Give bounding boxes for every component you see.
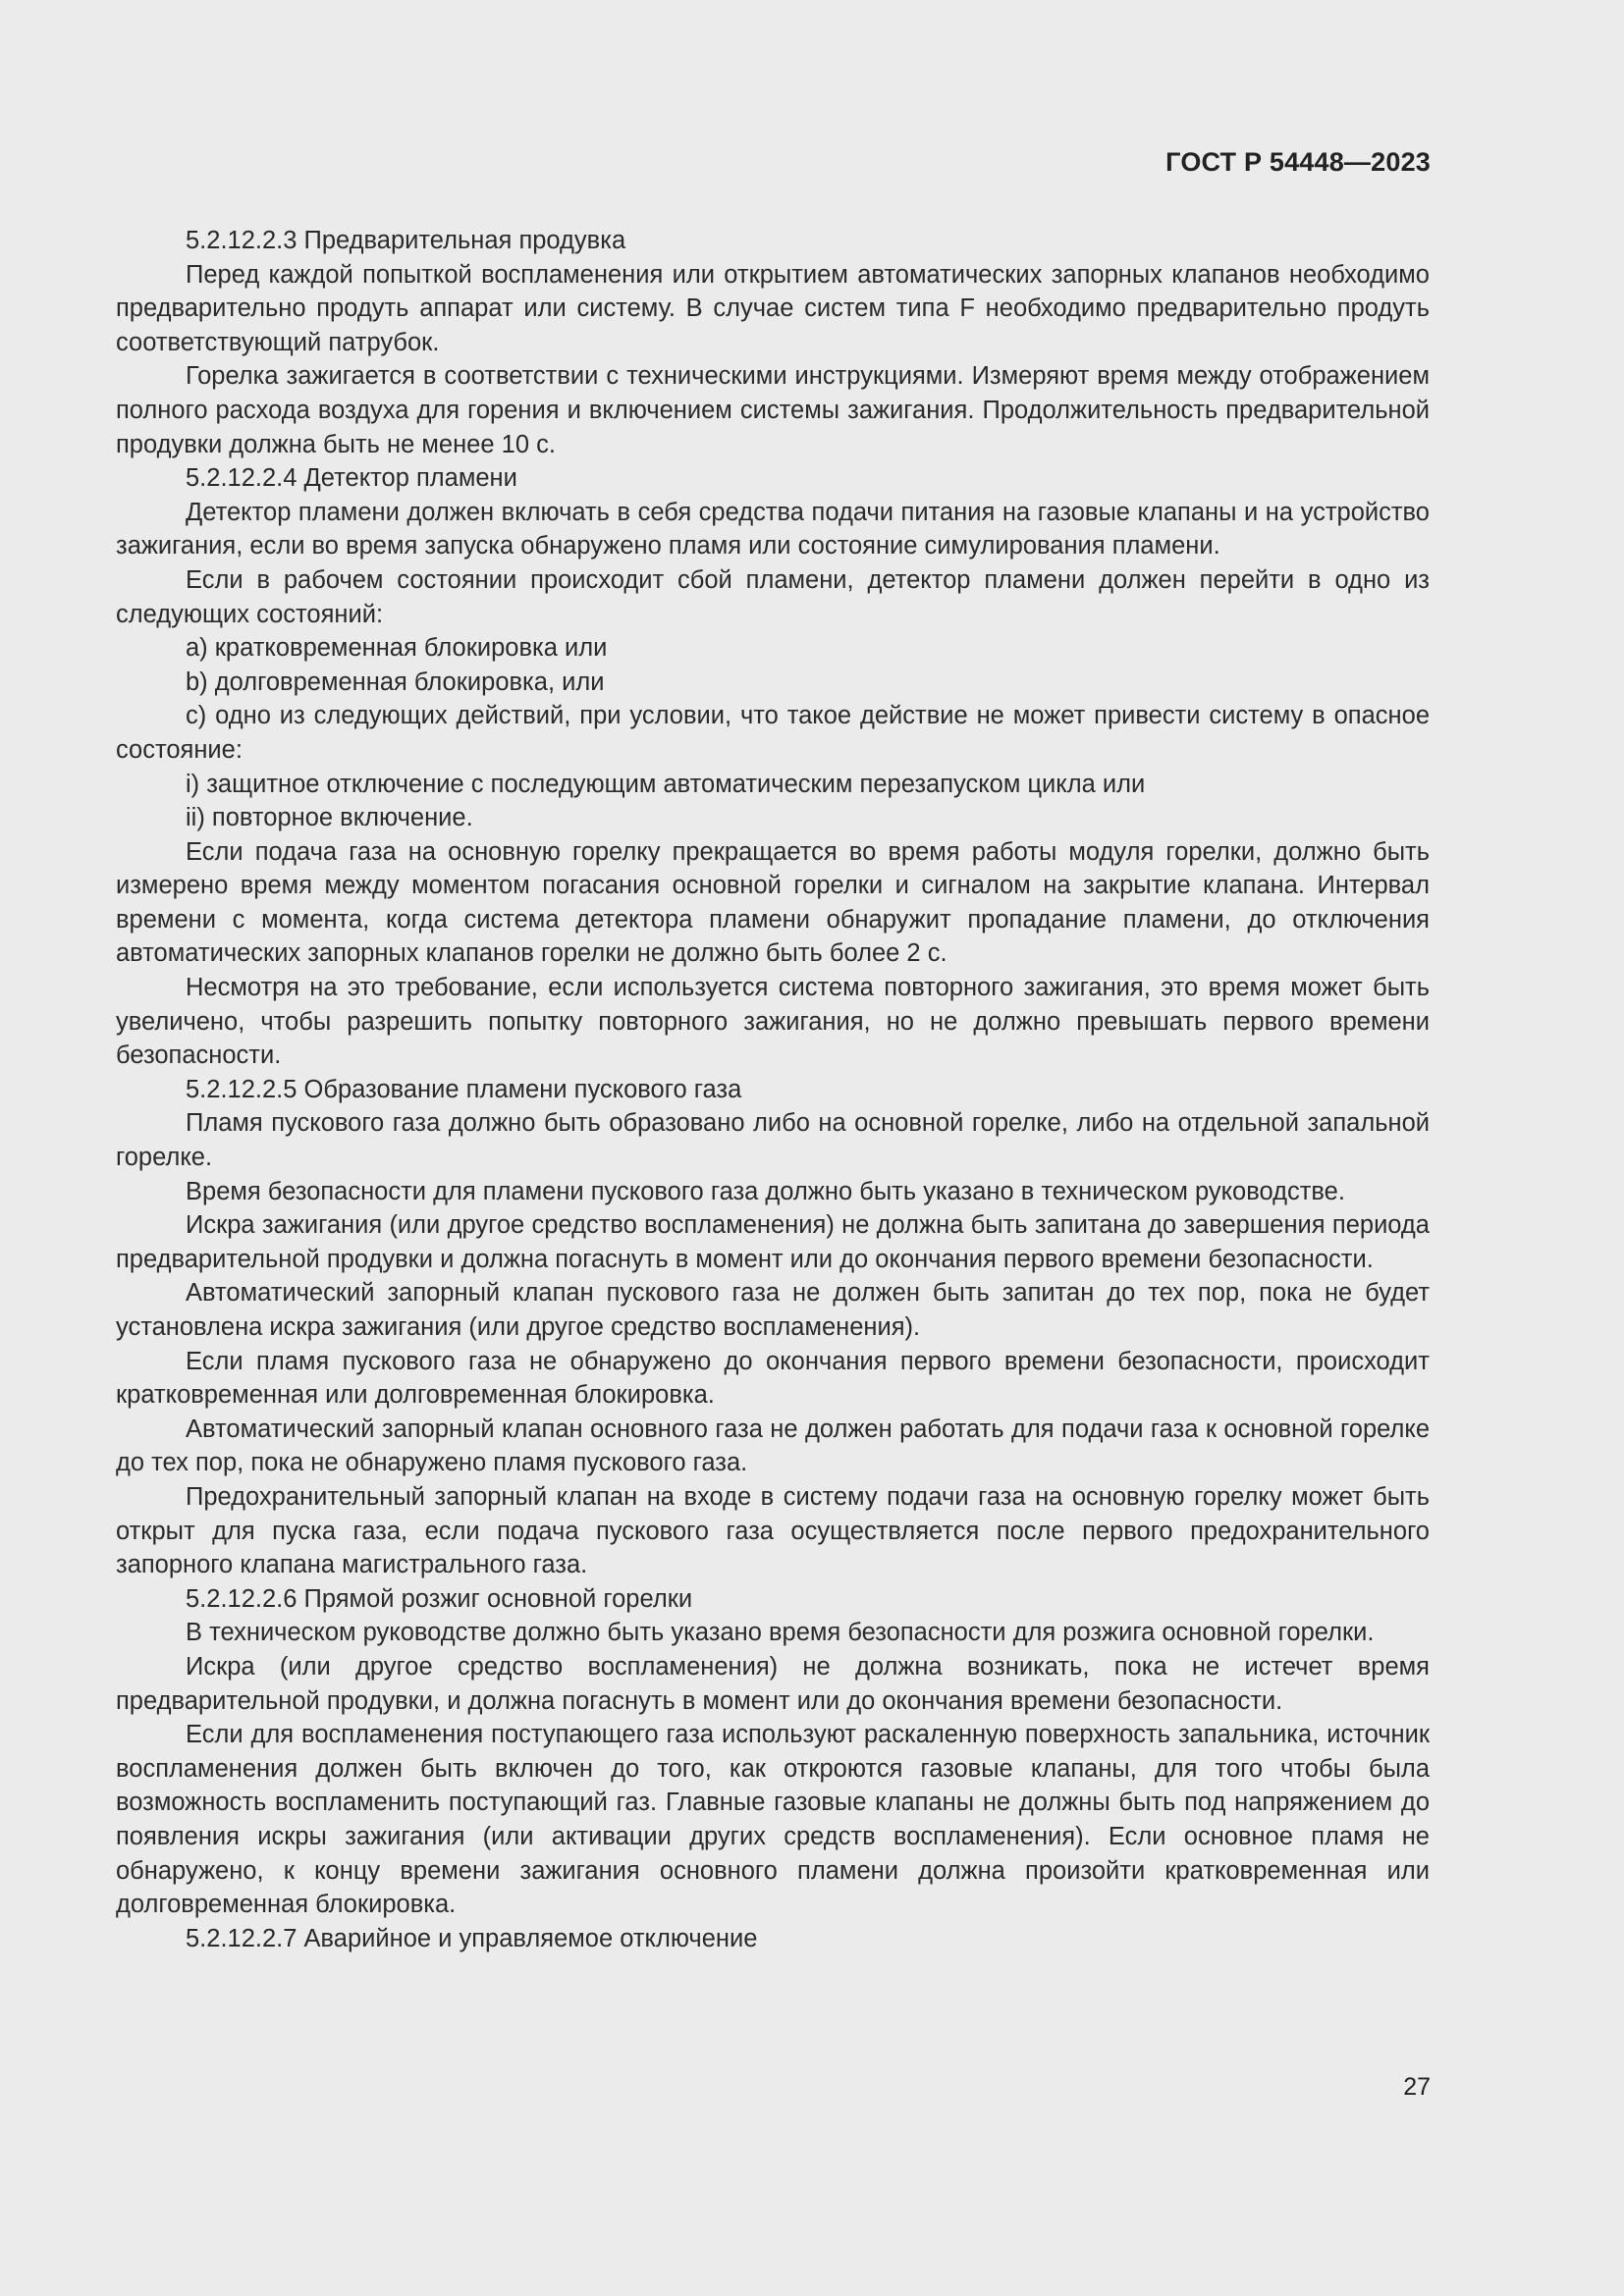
paragraph: Если подача газа на основную горелку прекращается во время работы модуля горелки, должно быть измерено время между моментом погасания основной горелки и сигналом на закрытие клапана. Интервал времени с момента, когда система детектора пламени обнаружит пропадание пламени, до отключения автоматических запорных клапанов горелки не должно быть более 2 с. — [116, 837, 1430, 968]
section-heading: 5.2.12.2.6 Прямой розжиг основной горелки — [186, 1584, 693, 1613]
paragraph: Искра (или другое средство воспламенения) не должна возникать, пока не истечет время предварительной продувки, и должна погаснуть в момент или до окончания времени безопасности. — [116, 1652, 1430, 1715]
paragraph: Если для воспламенения поступающего газа используют раскаленную поверхность запальника, источник воспламенения должен быть включен до того, как откроются газовые клапаны, для того чтобы была возможность воспламенить поступающий газ. Главные газовые клапаны не должны быть под напряжением до появления искры зажигания (или активации других средств воспламенения). Если основное пламя не обнаружено, к концу времени зажигания основного пламени должна произойти кратковременная или долговременная блокировка. — [116, 1721, 1430, 1919]
paragraph: Время безопасности для пламени пускового газа должно быть указано в техническом руководстве. — [186, 1177, 1345, 1205]
paragraph: Несмотря на это требование, если используется система повторного зажигания, это время может быть увеличено, чтобы разрешить попытку повторного зажигания, но не должно превышать первого времени безопасности. — [116, 974, 1430, 1070]
paragraph: Если в рабочем состоянии происходит сбой пламени, детектор пламени должен перейти в одно из следующих состояний: — [116, 565, 1430, 628]
paragraph: Детектор пламени должен включать в себя средства подачи питания на газовые клапаны и на устройство зажигания, если во время запуска обнаружено пламя или состояние симулирования пламени. — [116, 498, 1430, 561]
paragraph: Автоматический запорный клапан пускового газа не должен быть запитан до тех пор, пока не будет установлена искра зажигания (или другое средство воспламенения). — [116, 1279, 1430, 1341]
section-heading: 5.2.12.2.5 Образование пламени пускового газа — [186, 1075, 742, 1103]
page-number: 27 — [1403, 2073, 1431, 2101]
paragraph: Если пламя пускового газа не обнаружено до окончания первого времени безопасности, происходит кратковременная или долговременная блокировка. — [116, 1347, 1430, 1410]
section-heading: 5.2.12.2.3 Предварительная продувка — [186, 227, 626, 254]
document-body — [116, 224, 1430, 1955]
list-item: ii) повторное включение. — [186, 804, 473, 832]
list-item: i) защитное отключение с последующим автоматическим перезапуском цикла или — [186, 770, 1146, 798]
paragraph: В техническом руководстве должно быть указано время безопасности для розжига основной горелки. — [186, 1619, 1375, 1647]
section-heading: 5.2.12.2.4 Детектор пламени — [186, 464, 517, 493]
list-item: c) одно из следующих действий, при условии, что такое действие не может привести систему в опасное состояние: — [116, 702, 1430, 764]
paragraph: Пламя пускового газа должно быть образовано либо на основной горелке, либо на отдельной запальной горелке. — [116, 1109, 1430, 1172]
document-header: ГОСТ Р 54448—2023 — [1165, 147, 1431, 177]
paragraph: Горелка зажигается в соответствии с техническими инструкциями. Измеряют время между отображением полного расхода воздуха для горения и включением системы зажигания. Продолжительность предварительной продувки должна быть не менее 10 с. — [116, 362, 1430, 458]
list-item: b) долговременная блокировка, или — [186, 667, 605, 696]
paragraph: Перед каждой попыткой воспламенения или открытием автоматических запорных клапанов необходимо предварительно продуть аппарат или систему. В случае систем типа F необходимо предварительно продуть соответствующий патрубок. — [116, 260, 1430, 356]
section-heading: 5.2.12.2.7 Аварийное и управляемое отключение — [186, 1924, 758, 1952]
paragraph: Предохранительный запорный клапан на входе в систему подачи газа на основную горелку может быть открыт для пуска газа, если подача пускового газа осуществляется после первого предохранительного запорного клапана магистрального газа. — [116, 1482, 1430, 1579]
list-item: a) кратковременная блокировка или — [186, 634, 608, 663]
paragraph: Автоматический запорный клапан основного газа не должен работать для подачи газа к основной горелке до тех пор, пока не обнаружено пламя пускового газа. — [116, 1415, 1430, 1477]
paragraph: Искра зажигания (или другое средство воспламенения) не должна быть запитана до завершения периода предварительной продувки и должна погаснуть в момент или до окончания первого времени безопасности. — [116, 1211, 1430, 1273]
